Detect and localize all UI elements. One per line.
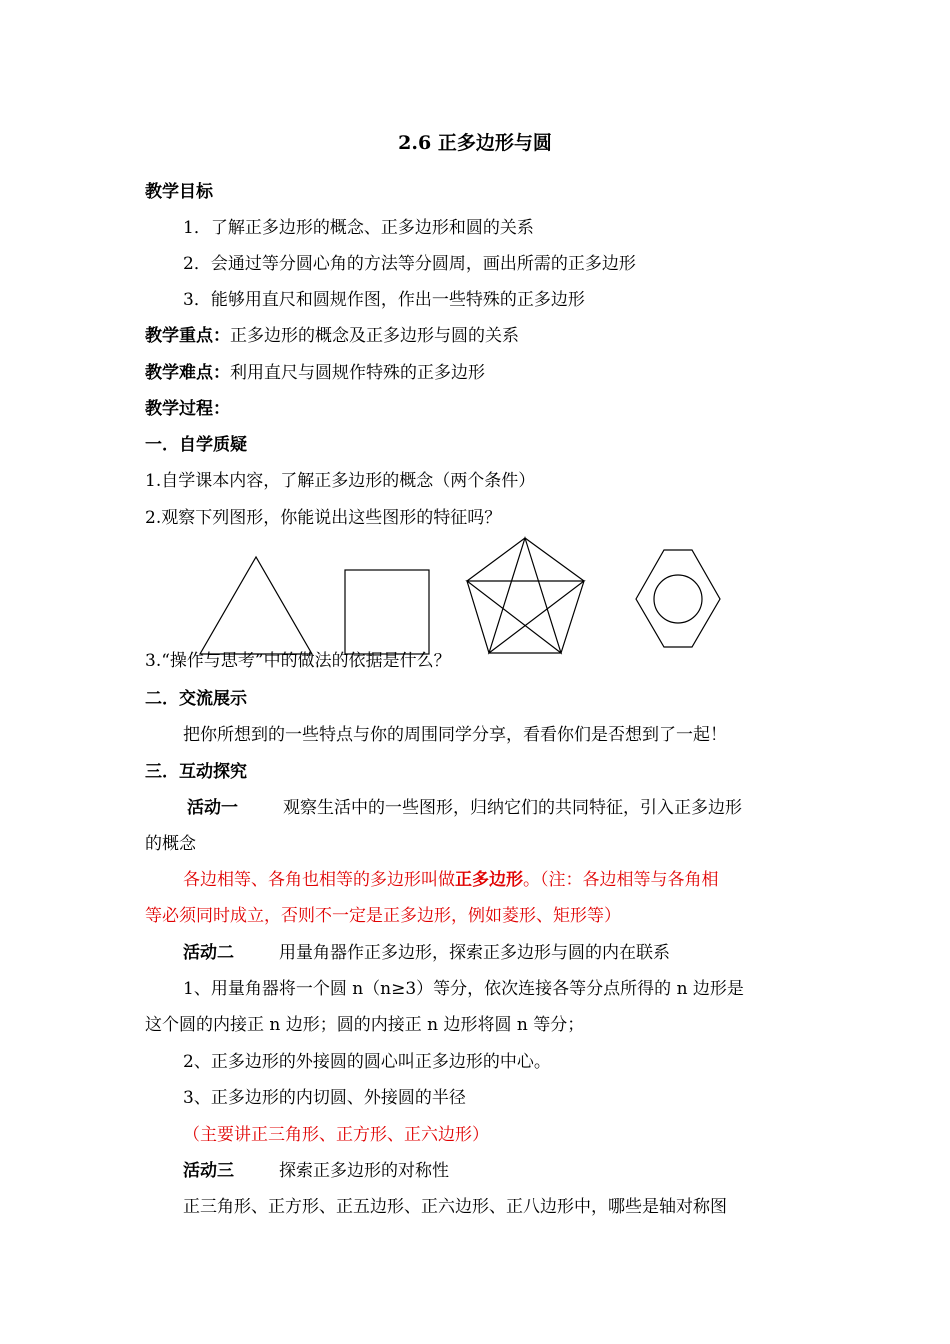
key-point-text: 正多边形的概念及正多边形与圆的关系: [230, 326, 519, 346]
difficulty-text: 利用直尺与圆规作特殊的正多边形: [230, 363, 485, 383]
difficulty-label: 教学难点：: [145, 363, 230, 383]
objective-item-2: 2．会通过等分圆心角的方法等分圆周，画出所需的正多边形: [183, 254, 636, 274]
activity1-line: [187, 796, 742, 820]
activity1-label: 活动一: [187, 798, 238, 818]
objectives-heading: 教学目标: [145, 182, 213, 202]
activity1-text: 观察生活中的一些图形，归纳它们的共同特征，引入正多边形: [283, 798, 742, 818]
point4-line: 正三角形、正方形、正五边形、正六边形、正八边形中，哪些是轴对称图: [183, 1197, 727, 1217]
activity2-line: [183, 941, 670, 965]
difficulty-line: [145, 361, 485, 385]
key-point-label: 教学重点：: [145, 326, 230, 346]
point2-line: 2、正多边形的外接圆的圆心叫正多边形的中心。: [183, 1052, 551, 1072]
point1-line-a: 1、用量角器将一个圆 n（n≥3）等分，依次连接各等分点所得的 n 边形是: [183, 979, 744, 999]
activity3-label: 活动三: [183, 1161, 234, 1181]
hexagon-with-circle-figure: [636, 550, 720, 647]
section1-question-3: 3.“操作与思考”中的做法的依据是什么？: [145, 651, 451, 671]
process-heading: 教学过程：: [145, 399, 230, 419]
objective-item-3: 3．能够用直尺和圆规作图，作出一些特殊的正多边形: [183, 290, 585, 310]
definition-line-2: 等必须同时成立，否则不一定是正多边形，例如菱形、矩形等）: [145, 906, 621, 926]
activity2-label: 活动二: [183, 943, 234, 963]
objective-item-1: 1．了解正多边形的概念、正多边形和圆的关系: [183, 218, 534, 238]
activity3-line: [183, 1159, 449, 1183]
section2-text: 把你所想到的一些特点与你的周围同学分享，看看你们是否想到了一起！: [183, 725, 727, 745]
section1-question-2: 2.观察下列图形，你能说出这些图形的特征吗？: [145, 508, 502, 528]
key-point-line: [145, 324, 519, 348]
definition-line-1: [183, 868, 719, 892]
definition-text-b: 。（注：各边相等与各角相: [523, 870, 719, 890]
definition-term: 正多边形: [455, 870, 523, 890]
section2-heading: 二．交流展示: [145, 689, 247, 709]
point3-line: 3、正多边形的内切圆、外接圆的半径: [183, 1088, 466, 1108]
activity2-text: 用量角器作正多边形，探索正多边形与圆的内在联系: [279, 943, 670, 963]
equilateral-triangle-figure: [200, 557, 312, 654]
note-line: （主要讲正三角形、正方形、正六边形）: [183, 1125, 489, 1145]
point1-line-b: 这个圆的内接正 n 边形；圆的内接正 n 边形将圆 n 等分；: [145, 1015, 585, 1035]
section1-heading: 一．自学质疑: [145, 435, 247, 455]
polygon-figures: [180, 530, 740, 660]
activity3-text: 探索正多边形的对称性: [279, 1161, 449, 1181]
activity1-text-cont: 的概念: [145, 834, 196, 854]
definition-text-a: 各边相等、各角也相等的多边形叫做: [183, 870, 455, 890]
section1-question-1: 1.自学课本内容，了解正多边形的概念（两个条件）: [145, 471, 536, 491]
section3-heading: 三．互动探究: [145, 762, 247, 782]
square-figure: [345, 570, 429, 654]
page-title: 2.6 正多边形与圆: [398, 132, 552, 154]
pentagram-pentagon-figure: [467, 538, 584, 653]
